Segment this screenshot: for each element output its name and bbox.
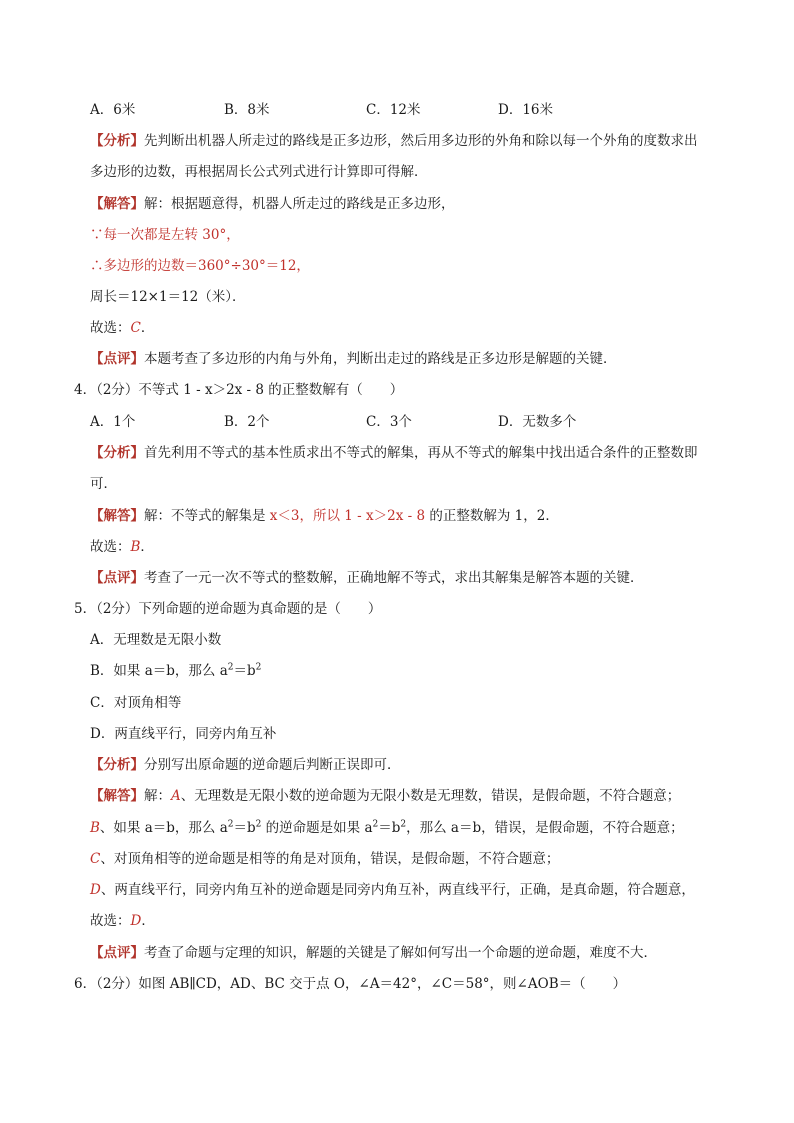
q4-option-b: B．2个 <box>224 414 270 430</box>
q5-option-b: B．如果 a＝b，那么 $a^2=b^2$ <box>90 662 262 679</box>
q5-option-d: D．两直线平行，同旁内角互补 <box>90 726 277 742</box>
q5-analysis: 【分析】分别写出原命题的逆命题后判断正误即可． <box>90 757 401 773</box>
q4-option-c: C．3个 <box>366 414 412 430</box>
q5-option-a: A．无理数是无限小数 <box>90 632 222 648</box>
q3-analysis-line-2: 多边形的边数，再根据周长公式列式进行计算即可得解． <box>90 164 428 180</box>
q5-option-c: C．对顶角相等 <box>90 695 182 711</box>
q3-review: 【点评】本题考查了多边形的内角与外角，判断出走过的路线是正多边形是解题的关键． <box>90 351 617 367</box>
q4-answer-line-1: 【解答】解：不等式的解集是 x＜3，所以 1 - x＞2x - 8 的正整数解为 1，2． <box>90 508 559 524</box>
q4-option-a: A．1个 <box>90 414 136 430</box>
q5-answer-d: D、两直线平行，同旁内角互补的逆命题是同旁内角互补，两直线平行，正确，是真命题，符合题意， <box>90 882 695 898</box>
q4-stem: 4．（2分）不等式 1 - x＞2x - 8 的正整数解有（ ） <box>74 382 404 398</box>
q3-answer-line-2: ∵每一次都是左转 30°， <box>90 227 240 243</box>
answer-tag: 【解答】 <box>90 196 144 212</box>
q5-answer-c: C、对顶角相等的逆命题是相等的角是对顶角，错误，是假命题，不符合题意； <box>90 851 560 867</box>
analysis-tag: 【分析】 <box>90 133 144 149</box>
q3-answer-line-3: ∴多边形的边数＝360°÷30°＝12， <box>90 258 310 274</box>
q5-stem: 5．（2分）下列命题的逆命题为真命题的是（ ） <box>74 601 382 617</box>
q4-option-d: D．无数多个 <box>498 414 577 430</box>
q5-choose: 故选：D． <box>90 913 155 929</box>
q4-analysis-line-2: 可． <box>90 476 117 492</box>
q3-analysis-line-1: 【分析】先判断出机器人所走过的路线是正多边形，然后用多边形的外角和除以每一个外角的度数求出 <box>90 133 698 149</box>
q6-stem: 6．（2分）如图 AB∥CD，AD、BC 交于点 O，∠A＝42°，∠C＝58°，则∠AOB＝（ ） <box>74 976 627 992</box>
review-tag: 【点评】 <box>90 351 144 367</box>
q4-analysis-line-1: 【分析】首先利用不等式的基本性质求出不等式的解集，再从不等式的解集中找出适合条件的正整数即 <box>90 445 698 461</box>
q3-option-d: D．16米 <box>498 102 554 118</box>
q3-option-c: C．12米 <box>366 102 421 118</box>
q3-choose: 故选：C． <box>90 320 155 336</box>
q3-option-a: A．6米 <box>90 102 136 118</box>
q5-review: 【点评】考查了命题与定理的知识，解题的关键是了解如何写出一个命题的逆命题，难度不大． <box>90 945 657 961</box>
q5-answer-b: B、如果 a＝b，那么 $a^2=b^2$ 的逆命题是如果 $a^2=b^2$，那么 a＝b，错误，是假命题，不符合题意； <box>90 819 684 836</box>
q5-answer-a: 【解答】解：A、无理数是无限小数的逆命题为无限小数是无理数，错误，是假命题，不符合题意； <box>90 788 681 804</box>
q4-review: 【点评】考查了一元一次不等式的整数解，正确地解不等式，求出其解集是解答本题的关键． <box>90 570 644 586</box>
q4-choose: 故选：B． <box>90 539 154 555</box>
q3-option-b: B．8米 <box>224 102 270 118</box>
q3-answer-line-1: 【解答】解：根据题意得，机器人所走过的路线是正多边形， <box>90 196 455 212</box>
q3-answer-line-4: 周长＝12×1＝12（米）． <box>90 289 246 305</box>
